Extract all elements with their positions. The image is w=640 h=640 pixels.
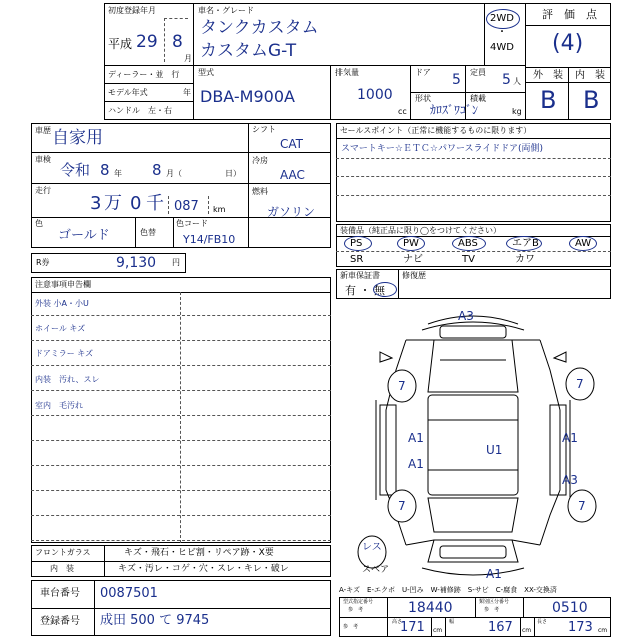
height-unit: cm <box>433 627 443 634</box>
drive-2wd: 2WD <box>490 13 514 24</box>
first-reg-month-unit: 月 <box>184 54 192 63</box>
interior-label: 内 装 <box>50 564 74 573</box>
door-value: 5 <box>452 72 461 88</box>
diag-tire-fr: 7 <box>576 377 584 391</box>
capacity-value: 5 <box>502 72 511 88</box>
height-label: 高さ <box>392 619 403 625</box>
first-reg-month: 8 <box>172 32 183 52</box>
height-value: 171 <box>400 620 425 635</box>
color-code-label: 色コード <box>176 219 208 228</box>
shape-label: 形状 <box>415 94 431 103</box>
fuel-label: 燃料 <box>252 187 268 196</box>
notes-rule <box>31 340 331 341</box>
mileage-rest: 087 <box>174 199 199 214</box>
equipment-label: 装備品（純正品に限り◯をつけてください） <box>340 226 501 235</box>
repair-history-label: 修復歴 <box>402 271 426 280</box>
class-label: 類別区分番号 <box>479 599 510 605</box>
equip-sr: SR <box>350 254 364 265</box>
mileage-sen-unit: 千 <box>146 193 164 214</box>
color-label: 色 <box>35 219 43 228</box>
dealer-label: ディーラー・並 行 <box>108 70 180 79</box>
car-name-label: 車名・グレード <box>198 6 254 15</box>
shape-value: ｶﾛｽﾞﾜｺﾞﾝ <box>430 103 479 117</box>
inspection-day-unit: 日） <box>225 169 241 178</box>
diag-left-door-1: A1 <box>408 431 424 445</box>
notes-label: 注意事項申告欄 <box>35 280 91 289</box>
use-value: 自家用 <box>52 128 103 148</box>
mileage-sen: 0 <box>130 193 142 214</box>
door-label: ドア <box>415 68 431 77</box>
equip-leather: カワ <box>515 254 535 265</box>
equip-abs-circle <box>452 236 486 251</box>
equip-airbag-circle <box>506 236 542 251</box>
ext-grade-label: 外 装 <box>533 70 563 81</box>
diag-bottom: A1 <box>486 567 502 581</box>
first-reg-year: 29 <box>136 32 158 52</box>
use-label: 車歴 <box>35 126 51 135</box>
car-name: タンクカスタム <box>200 18 319 38</box>
registration-value: 成田 500 て 9745 <box>100 613 210 628</box>
recycle-box <box>31 253 186 273</box>
inspection-month: 8 <box>152 161 162 179</box>
model-label: 型式 <box>198 68 214 77</box>
first-reg-label: 初度登録年月 <box>108 6 156 15</box>
recycle-unit: 円 <box>172 258 180 267</box>
equip-abs: ABS <box>458 238 478 249</box>
notes-block <box>31 277 331 543</box>
notes-rule <box>31 490 331 491</box>
shift-label: シフト <box>252 125 276 134</box>
chassis-value: 0087501 <box>100 586 158 601</box>
inspection-year-unit: 年 <box>114 169 122 178</box>
equip-pw-circle <box>397 236 425 251</box>
diag-spare-mark: レス <box>362 542 382 553</box>
notes-rule <box>31 315 331 316</box>
capacity-label: 定員 <box>470 68 486 77</box>
equip-navi: ナビ <box>403 254 423 265</box>
notes-rule <box>31 365 331 366</box>
equip-ps: PS <box>350 238 363 249</box>
diag-right-door: A1 <box>562 431 578 445</box>
class-ref: 参 考 <box>484 607 500 613</box>
diag-top: A3 <box>458 309 474 323</box>
note-line: ホイール キズ <box>35 324 86 333</box>
drive-4wd: 4WD <box>490 42 514 53</box>
first-reg-era: 平成 <box>108 37 133 51</box>
aircon-label: 冷房 <box>252 156 268 165</box>
class-value: 0510 <box>552 600 588 616</box>
loading-unit: kg <box>512 107 522 116</box>
mileage-man-unit: 万 <box>104 193 122 214</box>
model-year-label: モデル年式 <box>108 88 148 97</box>
fuel-value: ガソリン <box>267 205 316 219</box>
displacement-value: 1000 <box>357 87 393 103</box>
diag-tire-rl: 7 <box>398 499 406 513</box>
diag-tire-rr: 7 <box>578 499 586 513</box>
diag-left-door-2: A1 <box>408 457 424 471</box>
warranty-label: 新車保証書 <box>340 271 380 280</box>
grade: カスタムG-T <box>200 41 297 61</box>
sales-points-line1: スマートキー☆ＥＴＣ☆パワースライドドア(両側) <box>341 144 543 154</box>
color-value: ゴールド <box>58 228 110 243</box>
length-label: 長さ <box>537 619 548 625</box>
ext-grade-value: B <box>540 86 557 114</box>
note-line: 室内 毛汚れ <box>35 401 83 410</box>
recycle-value: 9,130 <box>116 255 157 271</box>
mileage-man: 3 <box>90 193 102 214</box>
int-grade-label: 内 装 <box>575 70 605 81</box>
interior-value: キズ・汚レ・コゲ・穴・スレ・キレ・破レ <box>118 564 289 574</box>
registration-label: 登録番号 <box>40 616 80 627</box>
equip-tv: TV <box>462 254 475 265</box>
note-line: 外装 小A・小U <box>35 299 89 308</box>
type-approval-label: 型式指定番号 <box>343 599 374 605</box>
notes-rule <box>31 390 331 391</box>
diag-right-rear: A3 <box>562 473 578 487</box>
inspection-month-unit: 月（ <box>166 169 182 178</box>
notes-rule <box>31 440 331 441</box>
diag-roof: U1 <box>486 443 503 457</box>
score-label: 評 価 点 <box>542 8 597 21</box>
mileage-unit: km <box>213 205 226 214</box>
note-line: 内装 汚れ、スレ <box>35 375 100 384</box>
diag-spare-label: スペア <box>362 565 390 575</box>
handle-label: ハンドル 左・右 <box>108 106 172 115</box>
type-approval-ref: 参 考 <box>348 607 364 613</box>
length-value: 173 <box>568 620 593 635</box>
length-unit: cm <box>598 627 608 634</box>
inspection-era: 令和 <box>60 161 91 179</box>
notes-rule <box>31 465 331 466</box>
drive-dot: ・ <box>497 27 507 38</box>
width-unit: cm <box>522 627 532 634</box>
car-diagram <box>336 300 611 583</box>
shift-value: CAT <box>280 137 303 151</box>
equip-pw: PW <box>403 238 419 249</box>
notes-rule <box>31 415 331 416</box>
front-glass-value: キズ・飛石・ヒビ割・リペア跡・X要 <box>124 548 274 558</box>
displacement-unit: cc <box>398 107 407 116</box>
notes-rule <box>31 515 331 516</box>
aircon-value: AAC <box>280 168 305 182</box>
mileage-label: 走行 <box>35 186 51 195</box>
equip-aw: AW <box>575 238 592 249</box>
damage-legend: A-キズ E-エクボ U-凹み W-補修跡 S-サビ C-腐食 XX-交換済 <box>339 586 557 594</box>
type-approval-value: 18440 <box>408 600 453 616</box>
dims-ref: 参 考 <box>343 624 359 630</box>
model-year-unit: 年 <box>183 88 191 97</box>
width-value: 167 <box>488 620 513 635</box>
capacity-unit: 人 <box>513 77 521 86</box>
displacement-label: 排気量 <box>335 68 359 77</box>
equip-aw-circle <box>569 236 597 251</box>
color-change-label: 色替 <box>140 228 156 237</box>
equip-ps-circle <box>344 236 372 251</box>
diag-tire-fl: 7 <box>398 379 406 393</box>
warranty-value: 有 ・ 無 <box>345 284 385 297</box>
inspection-year: 8 <box>100 161 110 179</box>
equip-airbag: エアB <box>512 238 539 249</box>
note-line: ドアミラー キズ <box>35 349 94 358</box>
inspection-label: 車検 <box>35 155 51 164</box>
front-glass-label: フロントガラス <box>35 548 91 557</box>
model-value: DBA-M900A <box>200 87 295 106</box>
warranty-none-circle <box>373 282 397 297</box>
score-value: (4) <box>552 31 584 56</box>
color-code-value: Y14/FB10 <box>183 233 236 246</box>
notes-rule <box>31 540 331 541</box>
sales-points-label: セールスポイント（正常に機能するものに限ります） <box>340 126 532 135</box>
loading-label: 積載 <box>470 94 486 103</box>
int-grade-value: B <box>583 86 600 114</box>
recycle-label: R券 <box>36 258 50 267</box>
chassis-label: 車台番号 <box>40 588 80 599</box>
width-label: 幅 <box>449 619 455 625</box>
